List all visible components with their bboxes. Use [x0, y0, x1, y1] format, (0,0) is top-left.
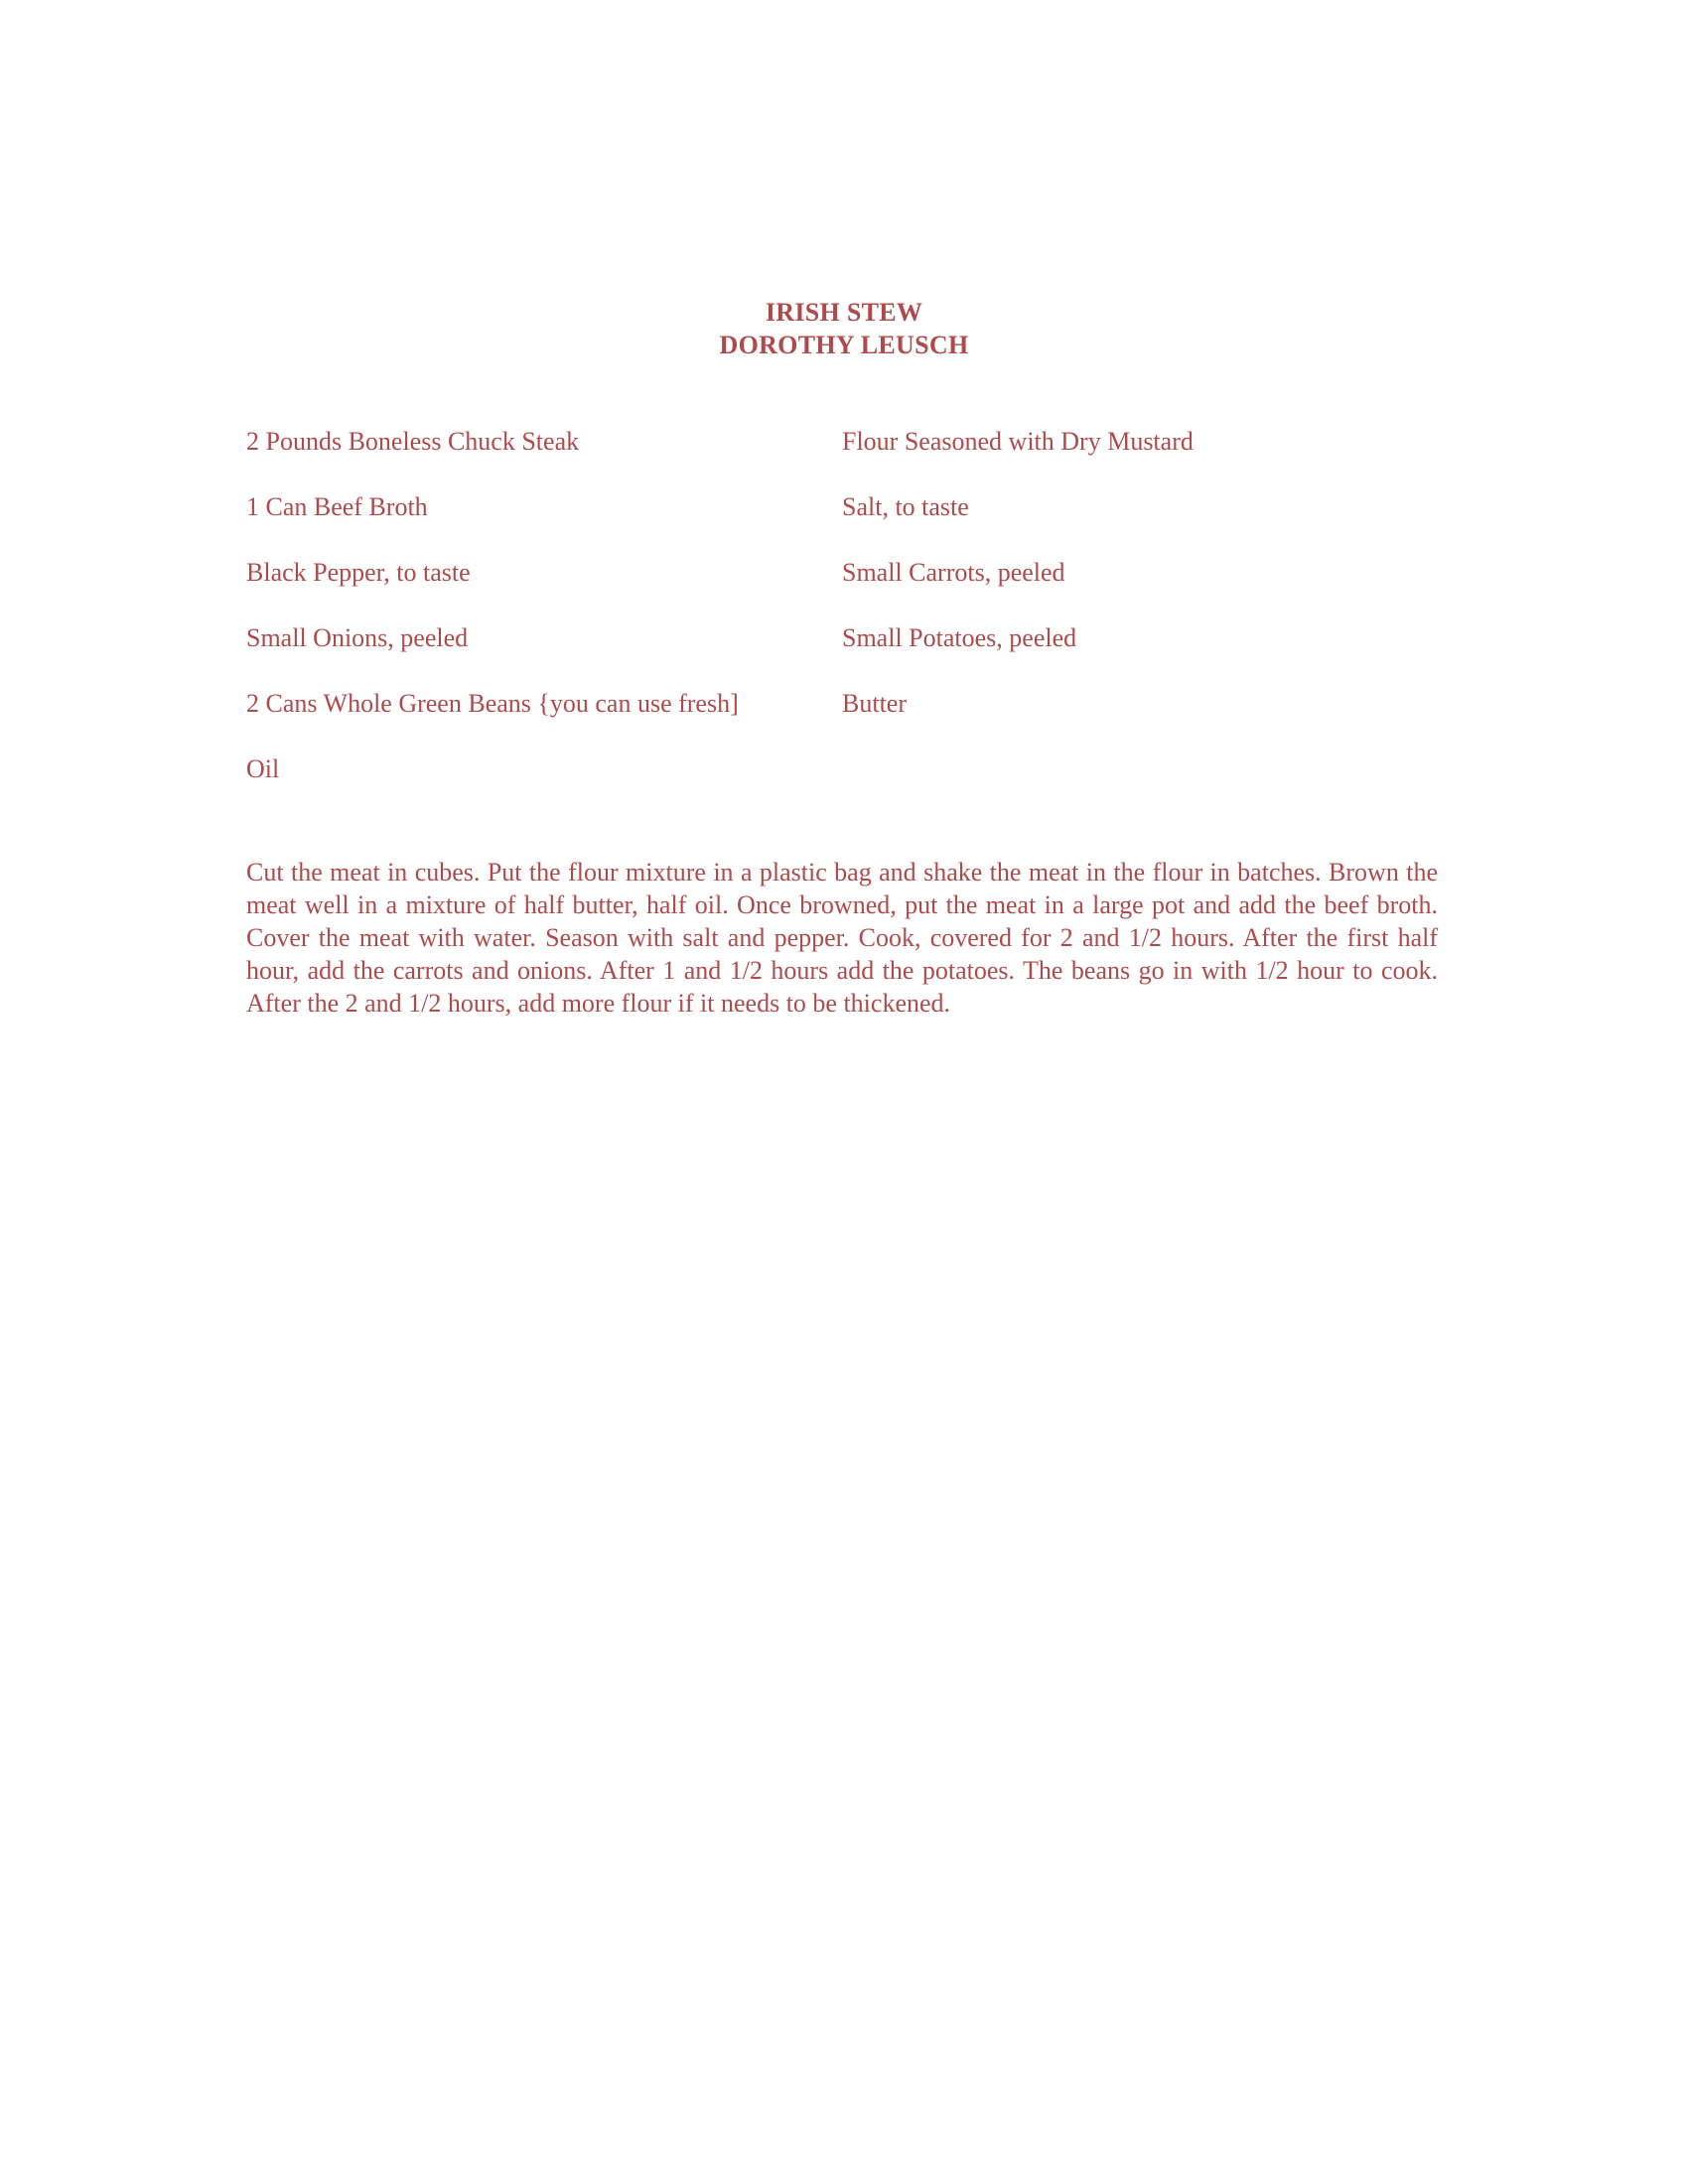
ingredient-item: Butter	[842, 689, 907, 718]
ingredient-item: 2 Cans Whole Green Beans {you can use fresh]	[246, 689, 739, 718]
ingredients-list	[246, 427, 1438, 820]
ingredient-item: 1 Can Beef Broth	[246, 492, 428, 521]
ingredient-item: Black Pepper, to taste	[246, 558, 471, 587]
recipe-instructions: Cut the meat in cubes. Put the flour mixture in a plastic bag and shake the meat in the flour in batches. Brown the meat well in a mixture of half butter, half oil. Once browned, put the meat in a large pot and add the beef broth. Cover the meat with water. Season with salt and pepper. Cook, covered for 2 and 1/2 hours. After the first half hour, add the carrots and onions. After 1 and 1/2 hours add the potatoes. The beans go in with 1/2 hour to cook. After the 2 and 1/2 hours, add more flour if it needs to be thickened.	[246, 858, 1438, 1018]
ingredient-item: Oil	[246, 754, 280, 783]
recipe-author: DOROTHY LEUSCH	[719, 331, 969, 359]
recipe-title: IRISH STEW	[765, 298, 923, 327]
ingredient-item: Salt, to taste	[842, 492, 969, 521]
ingredient-item: 2 Pounds Boneless Chuck Steak	[246, 427, 580, 456]
ingredient-item: Small Potatoes, peeled	[842, 623, 1077, 652]
recipe-header	[0, 296, 1688, 361]
ingredient-item	[842, 754, 1438, 820]
ingredient-item: Flour Seasoned with Dry Mustard	[842, 427, 1194, 456]
ingredient-item: Small Carrots, peeled	[842, 558, 1065, 587]
ingredient-item: Small Onions, peeled	[246, 623, 469, 652]
